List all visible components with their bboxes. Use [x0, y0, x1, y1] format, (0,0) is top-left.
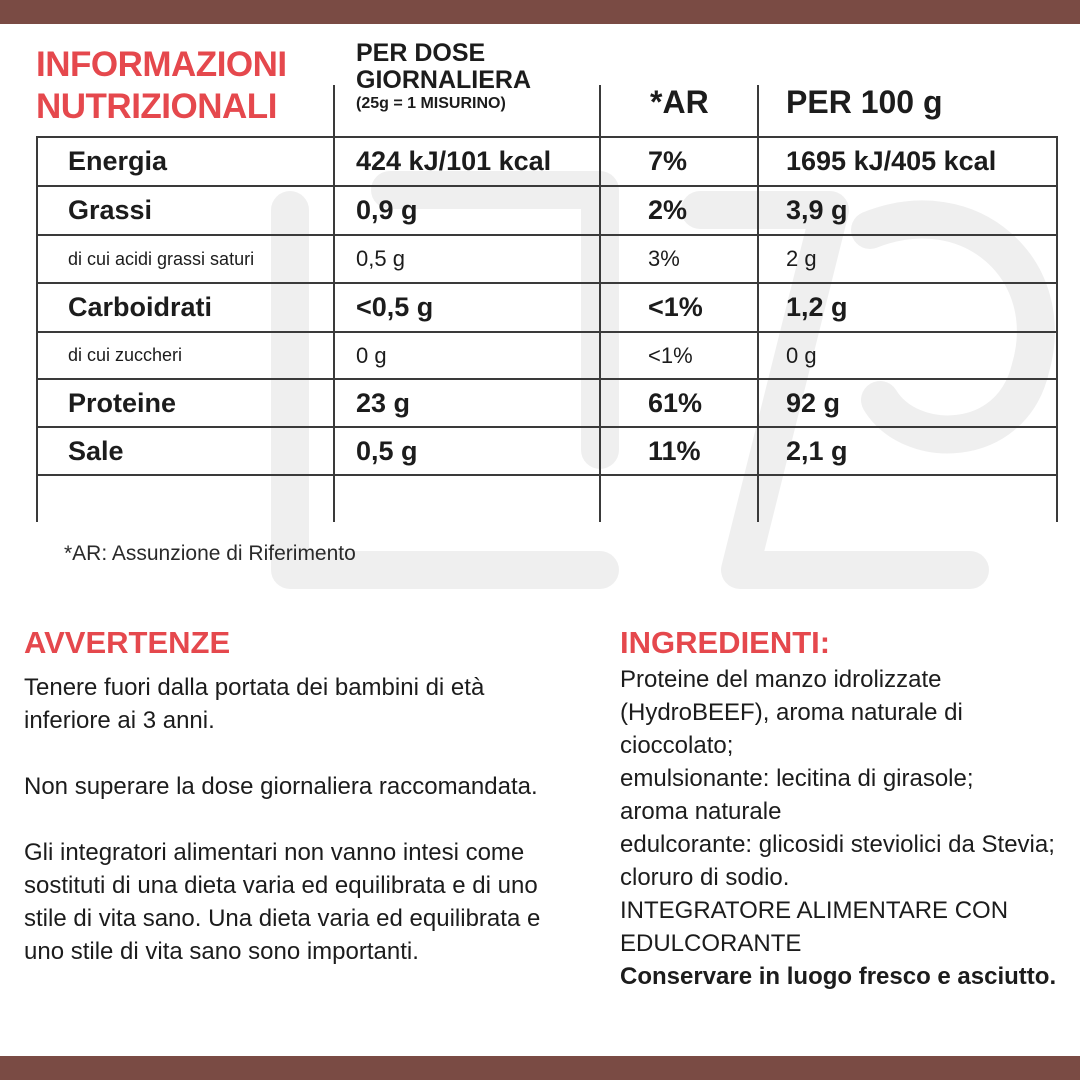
row-name: Proteine [68, 387, 177, 418]
column-header-dose [356, 40, 531, 114]
nutrition-title-line2: NUTRIZIONALI [36, 87, 277, 126]
row-per100-value: 0 g [786, 342, 817, 368]
row-ar-value: 11% [648, 435, 701, 466]
ingredients-line: emulsionante: lecitina di girasole; [620, 765, 974, 792]
row-name: Energia [68, 146, 168, 176]
table-row-proteine [36, 380, 1058, 426]
nutrition-title-line1: INFORMAZIONI [36, 45, 287, 84]
warning-paragraph: Gli integratori alimentari non vanno intesi come sostituti di una dieta varia ed equilibrata e di uno stile di vita sano. Una dieta varia ed equilibrata e uno stile di vita sano sono importanti. [24, 839, 541, 965]
row-ar-value: 61% [648, 387, 703, 418]
ingredients-line: Proteine del manzo idrolizzate (HydroBEEF), aroma naturale di cioccolato; [620, 666, 963, 759]
ingredients-text [620, 663, 1070, 993]
row-name: Grassi [68, 195, 153, 225]
table-rule [36, 474, 1058, 476]
row-dose-value: 23 g [356, 387, 411, 418]
row-dose-value: 424 kJ/101 kcal [356, 146, 552, 176]
row-ar-value: 7% [648, 146, 688, 176]
column-header-dose-sub: (25g = 1 MISURINO) [356, 95, 506, 112]
column-header-dose-line2: GIORNALIERA [356, 66, 531, 94]
bottom-border-band [0, 1056, 1080, 1080]
ar-footnote: *AR: Assunzione di Riferimento [64, 542, 356, 565]
warning-paragraph: Tenere fuori dalla portata dei bambini di età inferiore ai 3 anni. [24, 674, 485, 734]
ingredients-line: INTEGRATORE ALIMENTARE CON EDULCORANTE [620, 897, 1009, 957]
ingredients-line: edulcorante: glicosidi steviolici da Stevia; cloruro di sodio. [620, 831, 1055, 891]
row-per100-value: 2 g [786, 246, 817, 271]
row-ar-value: 3% [648, 246, 680, 271]
warnings-text [24, 671, 544, 1001]
storage-instructions: Conservare in luogo fresco e asciutto. [620, 963, 1057, 990]
table-row-saturi [36, 236, 1058, 282]
table-row-zuccheri [36, 333, 1058, 378]
row-per100-value: 92 g [786, 387, 841, 418]
row-name: di cui zuccheri [68, 345, 183, 365]
table-row-energia [36, 138, 1058, 185]
row-per100-value: 1695 kJ/405 kcal [786, 146, 997, 176]
row-name: Carboidrati [68, 292, 213, 322]
ingredients-title: INGREDIENTI: [620, 625, 831, 660]
nutrition-title [36, 44, 287, 128]
row-ar-value: 2% [648, 195, 688, 225]
row-ar-value: <1% [648, 292, 703, 322]
row-dose-value: 0,9 g [356, 195, 418, 225]
table-row-sale [36, 428, 1058, 474]
row-per100-value: 3,9 g [786, 195, 848, 225]
row-per100-value: 1,2 g [786, 292, 848, 322]
row-name: di cui acidi grassi saturi [68, 248, 255, 269]
row-per100-value: 2,1 g [786, 435, 848, 466]
row-dose-value: 0,5 g [356, 246, 405, 271]
warnings-title: AVVERTENZE [24, 625, 231, 660]
column-header-per100: PER 100 g [786, 84, 943, 120]
row-dose-value: 0,5 g [356, 435, 418, 466]
row-ar-value: <1% [648, 342, 693, 368]
table-row-carboidrati [36, 284, 1058, 331]
top-border-band [0, 0, 1080, 24]
row-dose-value: 0 g [356, 342, 387, 368]
column-header-ar: *AR [650, 84, 709, 120]
row-dose-value: <0,5 g [356, 292, 434, 322]
column-header-dose-line1: PER DOSE [356, 39, 486, 67]
warning-paragraph: Non superare la dose giornaliera raccomandata. [24, 773, 538, 800]
table-row-grassi [36, 187, 1058, 234]
row-name: Sale [68, 435, 124, 466]
ingredients-line: aroma naturale [620, 798, 782, 825]
